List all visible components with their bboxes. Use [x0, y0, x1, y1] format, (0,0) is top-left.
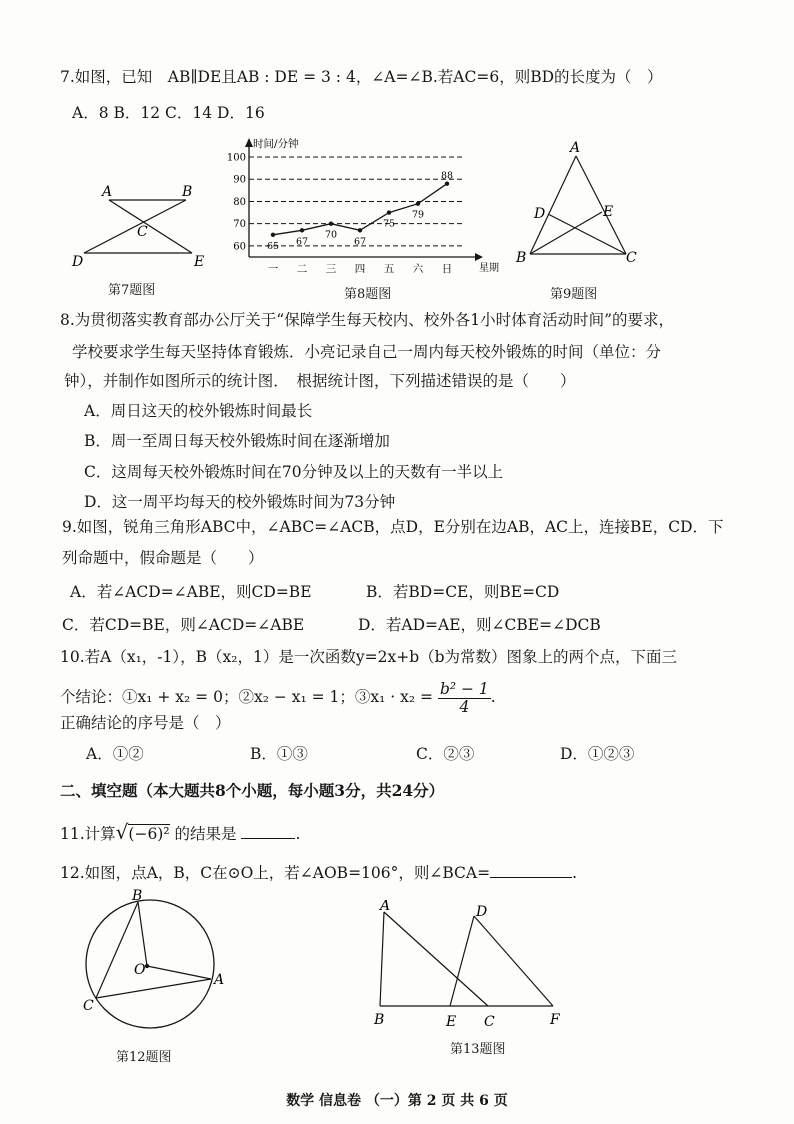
x-tick-label: 一 [267, 263, 279, 275]
q9-stem-line1: 9.如图，锐角三角形ABC中，∠ABC=∠ACB，点D，E分别在边AB，AC上，连接BE，CD．下 [62, 518, 724, 536]
q13-label-f: F [550, 1012, 560, 1028]
q11-answer-blank[interactable] [241, 822, 295, 839]
q12-stem-row: 12.如图，点A，B，C在⊙O上，若∠AOB=106°，则∠BCA= . [60, 861, 577, 884]
x-tick-label: 二 [296, 263, 308, 275]
q8-option-b: B．周一至周日每天校外锻炼时间在逐渐增加 [84, 432, 390, 450]
q10-option-c: C．②③ [416, 745, 475, 763]
q10-option-d: D．①②③ [560, 745, 635, 763]
q7-caption: 第7题图 [108, 283, 156, 298]
q9-caption: 第9题图 [550, 287, 598, 302]
q12-label-o: O [134, 962, 146, 978]
q10-stem-line1: 10.若A（x₁，-1），B（x₂，1）是一次函数y=2x+b（b为常数）图象上的两个点，下面三 [60, 648, 678, 666]
x-tick-label: 四 [354, 263, 366, 275]
q10-conclusion-text: 个结论：①x₁ + x₂ = 0；②x₂ − x₁ = 1；③x₁ · x₂ = [60, 688, 434, 706]
q9-stem-line2: 列命题中，假命题是（ ） [62, 549, 264, 567]
chart-xlabel: 星期 [479, 263, 499, 274]
q9-option-c: C．若CD=BE，则∠ACD=∠ABE [62, 616, 305, 634]
q11-radicand: (−6)² [128, 825, 170, 843]
q10-frac-numerator: b² − 1 [439, 679, 489, 698]
q13-label-d: D [476, 904, 488, 920]
q10-option-b: B．①③ [250, 745, 308, 763]
data-point [358, 228, 362, 232]
data-label: 67 [295, 236, 309, 248]
q8-stem-line1: 8.为贯彻落实教育部办公厅关于“保障学生每天校内、校外各1小时体育活动时间”的要求， [60, 311, 675, 329]
data-label: 79 [411, 209, 425, 221]
q8-stem-line3: 钟），并制作如图所示的统计图． 根据统计图，下列描述错误的是（ ） [64, 372, 576, 390]
q13-caption: 第13题图 [450, 1042, 506, 1057]
q10-stem-line3: 正确结论的序号是（ ） [60, 714, 231, 732]
q8-caption: 第8题图 [344, 287, 392, 302]
q12-caption: 第12题图 [116, 1050, 172, 1065]
data-label: 65 [266, 240, 280, 252]
x-tick-label: 日 [441, 263, 453, 275]
q7-label-e: E [194, 254, 205, 270]
q10-frac-denominator: 4 [459, 697, 470, 716]
q13-label-b: B [374, 1012, 385, 1028]
y-tick-label: 70 [233, 219, 246, 231]
q7-stem: 7.如图，已知 AB∥DE且AB : DE = 3 : 4，∠A=∠B.若AC=6，则BD的长度为（ ） [60, 68, 663, 86]
q13-label-c: C [484, 1014, 495, 1030]
q8-option-a: A．周日这天的校外锻炼时间最长 [84, 402, 313, 420]
data-point [329, 221, 333, 225]
q9-label-c: C [626, 250, 637, 265]
y-tick-label: 90 [233, 174, 246, 186]
q9-label-e: E [603, 204, 614, 220]
q9-option-a: A．若∠ACD=∠ABE，则CD=BE [70, 583, 312, 601]
q7-label-a: A [102, 184, 113, 200]
data-label: 70 [324, 229, 338, 241]
q11-prefix: 11.计算 [60, 825, 116, 843]
data-point [387, 210, 391, 214]
q10-option-a: A．①② [86, 745, 144, 763]
q9-label-a: A [570, 140, 581, 156]
q9-figure [512, 140, 642, 265]
q8-line-chart [225, 135, 500, 275]
sqrt-icon: √ [115, 820, 129, 844]
q12-label-b: B [132, 888, 143, 904]
q9-option-d: D．若AD=AE，则∠CBE=∠DCB [358, 616, 601, 634]
data-label: 75 [382, 218, 396, 230]
data-point [445, 181, 449, 185]
q12-circle-figure [76, 888, 236, 1034]
q13-label-e: E [446, 1014, 457, 1030]
q9-label-b: B [516, 250, 527, 265]
data-point [271, 233, 275, 237]
q11-suffix: 的结果是 [174, 825, 237, 843]
q11-stem: 11.计算√(−6)² 的结果是 . [60, 820, 301, 844]
q7-label-b: B [182, 184, 193, 200]
q7-label-c: C [137, 224, 148, 240]
q8-option-c: C．这周每天校外锻炼时间在70分钟及以上的天数有一半以上 [84, 463, 504, 481]
y-tick-label: 60 [233, 241, 246, 253]
y-axis-arrow [245, 138, 253, 147]
chart-ylabel: 时间/分钟 [253, 138, 299, 150]
y-tick-label: 100 [226, 152, 246, 164]
x-tick-label: 三 [325, 263, 337, 275]
y-tick-label: 80 [233, 196, 246, 208]
q10-fraction [438, 681, 491, 716]
page-footer: 数学 信息卷 （一）第 2 页 共 6 页 [286, 1093, 508, 1109]
data-label: 88 [440, 170, 454, 182]
q8-stem-line2: 学校要求学生每天坚持体育锻炼．小亮记录自己一周内每天校外锻炼的时间（单位：分 [72, 343, 662, 361]
x-axis-arrow [475, 253, 483, 261]
data-point [416, 201, 420, 205]
q9-option-b: B．若BD=CE，则BE=CD [366, 583, 560, 601]
x-tick-label: 五 [383, 263, 395, 275]
q12-answer-blank[interactable] [490, 861, 572, 878]
q13-triangles-figure [368, 900, 568, 1030]
x-tick-label: 六 [412, 263, 424, 275]
q7-figure [64, 178, 224, 270]
section2-title: 二、填空题（本大题共8个小题，每小题3分，共24分） [60, 781, 445, 800]
q7-label-d: D [72, 254, 84, 270]
q10-conclusions: 个结论：①x₁ + x₂ = 0；②x₂ − x₁ = 1；③x₁ · x₂ = $\frac{\text{b² − 1}}{4}$ . [60, 679, 496, 716]
q12-stem: 12.如图，点A，B，C在⊙O上，若∠AOB=106°，则∠BCA= [60, 864, 491, 882]
q7-options: A．8 B．12 C．14 D．16 [72, 104, 265, 122]
q8-option-d: D．这一周平均每天的校外锻炼时间为73分钟 [84, 493, 396, 511]
data-point [300, 228, 304, 232]
q13-label-a: A [380, 900, 391, 914]
q12-label-c: C [83, 998, 94, 1014]
q12-label-a: A [214, 972, 225, 988]
q9-label-d: D [534, 206, 546, 222]
data-label: 67 [353, 236, 367, 248]
